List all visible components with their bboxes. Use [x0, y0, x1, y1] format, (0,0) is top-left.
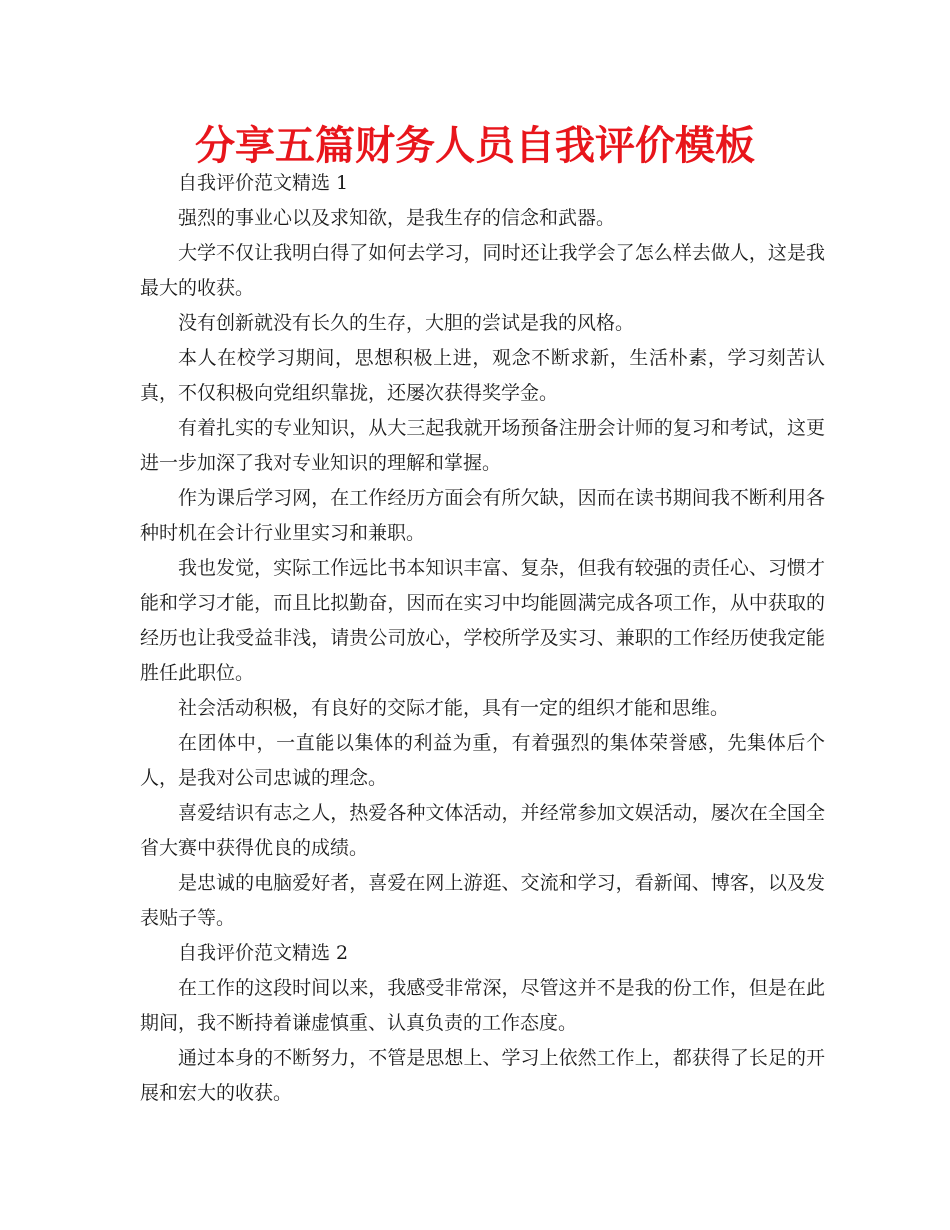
- paragraph: 没有创新就没有长久的生存，大胆的尝试是我的风格。: [178, 312, 635, 334]
- paragraph: 强烈的事业心以及求知欲，是我生存的信念和武器。: [178, 207, 616, 229]
- paragraph: 作为课后学习网，在工作经历方面会有所欠缺，因而在读书期间我不断利用各种时机在会计行业里实习和兼职。: [140, 487, 825, 544]
- paragraph: 通过本身的不断努力，不管是思想上、学习上依然工作上，都获得了长足的开展和宏大的收获。: [140, 1047, 825, 1104]
- paragraph: 在工作的这段时间以来，我感受非常深，尽管这并不是我的份工作，但是在此期间，我不断持着谦虚慎重、认真负责的工作态度。: [140, 977, 825, 1034]
- paragraph: 大学不仅让我明白得了如何去学习，同时还让我学会了怎么样去做人，这是我最大的收获。: [140, 242, 825, 299]
- paragraph: 是忠诚的电脑爱好者，喜爱在网上游逛、交流和学习，看新闻、博客，以及发表贴子等。: [140, 872, 825, 929]
- section-heading: 自我评价范文精选 1: [178, 172, 349, 194]
- paragraph: 喜爱结识有志之人，热爱各种文体活动，并经常参加文娱活动，屡次在全国全省大赛中获得优良的成绩。: [140, 802, 825, 859]
- paragraph: 在团体中，一直能以集体的利益为重，有着强烈的集体荣誉感，先集体后个人，是我对公司忠诚的理念。: [140, 732, 825, 789]
- paragraph: 本人在校学习期间，思想积极上进，观念不断求新，生活朴素，学习刻苦认真，不仅积极向党组织靠拢，还屡次获得奖学金。: [140, 347, 825, 404]
- paragraph: 社会活动积极，有良好的交际才能，具有一定的组织才能和思维。: [178, 697, 730, 719]
- document-title: 分享五篇财务人员自我评价模板: [195, 123, 755, 169]
- section-heading: 自我评价范文精选 2: [178, 942, 349, 964]
- document-body: [140, 166, 825, 1111]
- paragraph: 我也发觉，实际工作远比书本知识丰富、复杂，但我有较强的责任心、习惯才能和学习才能，而且比拟勤奋，因而在实习中均能圆满完成各项工作，从中获取的经历也让我受益非浅，请贵公司放心，学校所学及实习、兼职的工作经历使我定能胜任此职位。: [140, 557, 825, 684]
- paragraph: 有着扎实的专业知识，从大三起我就开场预备注册会计师的复习和考试，这更进一步加深了我对专业知识的理解和掌握。: [140, 417, 825, 474]
